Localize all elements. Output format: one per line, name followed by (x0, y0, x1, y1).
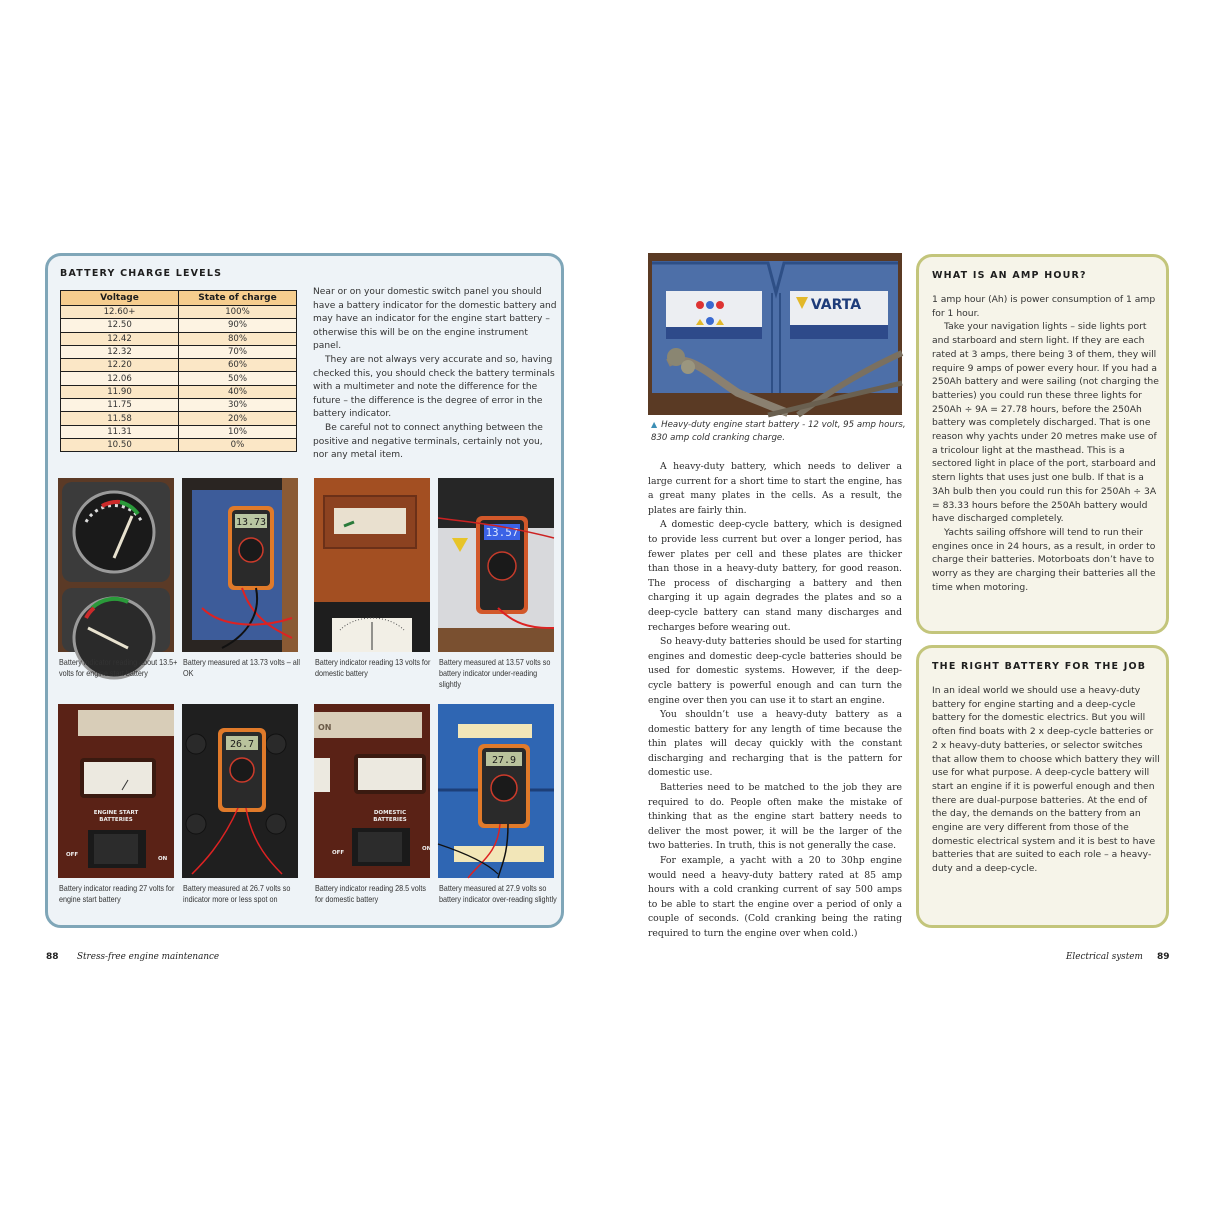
state-of-charge-cell: 90% (179, 319, 297, 332)
table-row (61, 399, 297, 412)
paragraph: They are not always very accurate and so, having checked this, you should check the battery terminals with a multimeter and note the difference for the future – the difference is the degree of error in the battery indicator. (313, 354, 555, 420)
box-title: BATTERY CHARGE LEVELS (60, 268, 223, 279)
paragraph: A domestic deep-cycle battery, which is designed to provide less current but over a longer period, has fewer plates per cell and these plates are thicker than those in a heavy-duty battery, for good reason. The process of discharging a battery and then charging it up again degrades the plates and so a deep-cycle battery can stand many discharges and recharges before wearing out. (648, 519, 902, 633)
photo-caption: Battery indicator reading about 13.5+ volts for engine start battery (59, 658, 178, 679)
paragraph: So heavy-duty batteries should be used for starting engines and domestic deep-cycle batteries should be used for domestic systems. However, if the deep-cycle battery is powerful enough and can turn the engine over then you can use it to start an engine. (648, 636, 902, 706)
page-number-left: 88 (46, 952, 59, 962)
box-text (932, 293, 1162, 594)
photo-multimeter-13-57 (438, 478, 554, 652)
box-title: WHAT IS AN AMP HOUR? (932, 270, 1087, 281)
running-head-right: Electrical system (1066, 952, 1143, 962)
paragraph: Take your navigation lights – side lights port and starboard and stern light. If they are each rated at 3 amps, there being 3 of them, they will require 9 amps of power every hour. If you had a 250Ah battery and were sailing (not charging the batteries) you could run these three lights for 250Ah ÷ 9A = 27.78 hours, before the 250Ah battery was completely discharged. That is one reason why yachts under 20 metres make use of a tricolour light at the masthead. This is a sectored light in place of the port, starboard and stern lights that uses just one bulb. If that is a 3Ah bulb then you could run this for 250Ah ÷ 3A = 83.33 hours before the 250Ah battery would have discharged completely. (932, 321, 1159, 525)
table-row (61, 438, 297, 451)
right-battery-box (916, 645, 1169, 928)
voltage-cell: 11.75 (61, 399, 179, 412)
battery-charge-levels-box (45, 253, 564, 928)
state-of-charge-cell: 60% (179, 359, 297, 372)
multimeter-display: 26.7 (229, 739, 255, 750)
voltage-cell: 12.60+ (61, 306, 179, 319)
hero-caption-text: Heavy-duty engine start battery - 12 volt, 95 amp hours, 830 amp cold cranking charge. (651, 420, 906, 443)
table-row (61, 385, 297, 398)
photo-multimeter-26-7 (182, 704, 298, 878)
photo-multimeter-13-73 (182, 478, 298, 652)
state-of-charge-cell: 100% (179, 306, 297, 319)
amp-hour-box (916, 254, 1169, 634)
photo-caption: Battery indicator reading 27 volts for engine start battery (59, 884, 175, 905)
paragraph: In an ideal world we should use a heavy-duty battery for engine starting and a deep-cycle battery for the domestic electrics. But you will often find boats with 2 x deep-cycle batteries or 2 x heavy-duty batteries, or selector switches that allow them to choose which battery they will use for what purpose. A deep-cycle battery will start an engine if it is powerful enough and then there are dual-purpose batteries. At the end of the day, the demands on the battery from an engine are very different from those of the domestic electrical system and it is best to have batteries that are suited to each role – a heavy-duty and a deep-cycle. (932, 685, 1160, 875)
column-header-voltage: Voltage (61, 291, 179, 306)
voltage-cell: 11.58 (61, 412, 179, 425)
state-of-charge-cell: 80% (179, 332, 297, 345)
state-of-charge-cell: 40% (179, 385, 297, 398)
photo-caption (651, 419, 911, 444)
triangle-marker-icon: ▲ (651, 420, 658, 429)
photo-caption: Battery measured at 13.57 volts so battery indicator under-reading slightly (439, 658, 551, 690)
photo-engine-start-panel (58, 704, 174, 878)
voltage-cell: 12.42 (61, 332, 179, 345)
photo-domestic-gauge (314, 478, 430, 652)
table-row (61, 319, 297, 332)
svg-text:ENGINE START: ENGINE START (93, 810, 139, 816)
voltage-cell: 12.32 (61, 345, 179, 358)
running-head-left: Stress-free engine maintenance (77, 952, 220, 962)
charge-levels-table (60, 290, 297, 452)
photo-caption: Battery indicator reading 28.5 volts for domestic battery (315, 884, 426, 905)
svg-text:BATTERIES: BATTERIES (373, 817, 407, 823)
state-of-charge-cell: 10% (179, 425, 297, 438)
table-header-row (61, 291, 297, 306)
multimeter-display: 27.9 (491, 755, 517, 766)
photo-multimeter-27-9 (438, 704, 554, 878)
box-title: THE RIGHT BATTERY FOR THE JOB (932, 661, 1147, 672)
paragraph: A heavy-duty battery, which needs to deliver a large current for a short time to start the engine, has a great many plates in the cells. As a result, the plates are fairly thin. (648, 461, 902, 516)
on-label: ON (158, 856, 168, 862)
paragraph: Batteries need to be matched to the job they are required to do. People often make the mistake of thinking that as the engine start battery needs to deliver the most power, it will be the larger of the two batteries. In truth, this is not generally the case. (648, 782, 902, 852)
table-row (61, 345, 297, 358)
off-label: OFF (66, 852, 79, 858)
paragraph: For example, a yacht with a 20 to 30hp engine would need a heavy-duty battery rated at 85 amp hours with a cold cranking current of say 500 amps to be able to start the engine over a period of only a couple of seconds. (Cold cranking being the rating required to turn the engine over when cold.) (648, 855, 902, 939)
svg-text:DOMESTIC: DOMESTIC (373, 810, 407, 816)
paragraph: Yachts sailing offshore will tend to run their engines once in 24 hours, as a result, in order to charge their batteries. Motorboats don’t have to worry as they are charging their batteries all the time when motoring. (932, 526, 1156, 593)
state-of-charge-cell: 0% (179, 438, 297, 451)
table-row (61, 306, 297, 319)
state-of-charge-cell: 30% (179, 399, 297, 412)
state-of-charge-cell: 70% (179, 345, 297, 358)
box-text (932, 684, 1162, 876)
body-text (648, 460, 902, 942)
paragraph: 1 amp hour (Ah) is power consumption of 1 amp for 1 hour. (932, 294, 1156, 319)
voltage-cell: 12.50 (61, 319, 179, 332)
table-row (61, 332, 297, 345)
battery-brand-label: VARTA (810, 297, 862, 313)
photo-caption: Battery measured at 26.7 volts so indicator more or less spot on (183, 884, 291, 905)
multimeter-display: 13.73 (235, 517, 267, 528)
voltage-cell: 10.50 (61, 438, 179, 451)
column-header-state-of-charge: State of charge (179, 291, 297, 306)
photo-varta-battery (648, 253, 902, 415)
paragraph: Near or on your domestic switch panel you should have a battery indicator for the domestic battery and may have an indicator for the engine start battery – otherwise this will be on the engine instrument panel. (313, 287, 557, 352)
photo-caption: Battery measured at 27.9 volts so battery indicator over-reading slightly (439, 884, 557, 905)
photo-domestic-panel (314, 704, 430, 878)
paragraph: Be careful not to connect anything between the positive and negative terminals, certainly not you, nor any metal item. (313, 422, 543, 461)
state-of-charge-cell: 20% (179, 412, 297, 425)
photo-caption: Battery measured at 13.73 volts – all OK (183, 658, 300, 679)
on-label: ON (422, 846, 432, 852)
voltage-cell: 11.90 (61, 385, 179, 398)
paragraph: You shouldn’t use a heavy-duty battery as a domestic battery for any length of time because the thin plates will decay quickly with the constant discharging and recharging that is the pattern for domestic use. (648, 709, 902, 779)
state-of-charge-cell: 50% (179, 372, 297, 385)
table-row (61, 425, 297, 438)
svg-text:BATTERIES: BATTERIES (99, 817, 133, 823)
voltage-cell: 11.31 (61, 425, 179, 438)
voltage-cell: 12.20 (61, 359, 179, 372)
photo-analog-volt-gauge (58, 478, 174, 652)
table-row (61, 412, 297, 425)
table-row (61, 372, 297, 385)
page-number-right: 89 (1157, 952, 1170, 962)
off-label: OFF (332, 850, 345, 856)
multimeter-display: 13.57 (485, 526, 519, 539)
photo-caption: Battery indicator reading 13 volts for domestic battery (315, 658, 431, 679)
intro-text (313, 286, 558, 463)
panel-top-label: ON (318, 723, 332, 732)
table-row (61, 359, 297, 372)
voltage-cell: 12.06 (61, 372, 179, 385)
